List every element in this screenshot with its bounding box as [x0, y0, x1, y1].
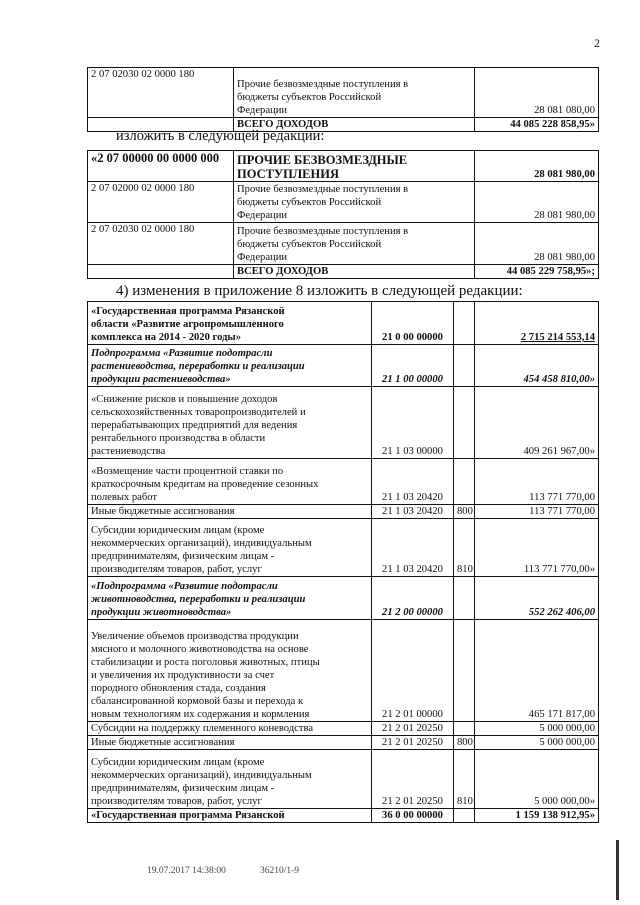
- vr-cell: [454, 620, 475, 722]
- sum-cell: 465 171 817,00: [475, 620, 599, 722]
- code-cell: 21 1 03 20420: [372, 459, 454, 505]
- sum-cell: 5 000 000,00: [475, 722, 599, 736]
- table-row: [88, 750, 599, 809]
- vr-cell: [454, 809, 475, 823]
- appendix8-table: [87, 301, 599, 823]
- sum-cell: 28 081 980,00: [475, 182, 599, 223]
- name-cell: Субсидии юридическим лицам (кроме некоммерческих организаций), индивидуальным предпринимателям, физическим лицам - производителям товаров, работ, услуг: [88, 750, 372, 809]
- code-cell: 21 2 01 00000: [372, 620, 454, 722]
- sum-cell: 113 771 770,00: [475, 459, 599, 505]
- vr-cell: [454, 722, 475, 736]
- sum-cell: 5 000 000,00: [475, 736, 599, 750]
- instruction-line: изложить в следующей редакции:: [116, 128, 325, 144]
- vr-cell: 800: [454, 736, 475, 750]
- vr-cell: [454, 577, 475, 620]
- vr-cell: 800: [454, 505, 475, 519]
- vr-cell: 810: [454, 750, 475, 809]
- name-cell: Прочие безвозмездные поступления в бюджеты субъектов Российской Федерации: [234, 223, 475, 265]
- sum-cell: 28 081 980,00: [475, 223, 599, 265]
- code-cell: 21 1 03 00000: [372, 387, 454, 459]
- code-cell: 2 07 02030 02 0000 180: [88, 223, 234, 265]
- name-cell: «Снижение рисков и повышение доходов сельскохозяйственных товаропроизводителей и перерабатывающих предприятий для ведения рентабельного производства в области растениеводства: [88, 387, 372, 459]
- name-cell: ВСЕГО ДОХОДОВ: [234, 265, 475, 279]
- vr-cell: [454, 302, 475, 345]
- name-cell: Иные бюджетные ассигнования: [88, 505, 372, 519]
- code-cell: 21 1 00 00000: [372, 345, 454, 387]
- table-row: [88, 809, 599, 823]
- sum-cell: 28 081 980,00: [475, 151, 599, 182]
- income-table-old: [87, 67, 599, 132]
- code-cell: 21 1 03 20420: [372, 505, 454, 519]
- sum-cell: 113 771 770,00»: [475, 519, 599, 577]
- name-cell: Увеличение объемов производства продукции мясного и молочного животноводства на основе стабилизации и роста поголовья животных, птицы и увеличения их продуктивности за счет породного обновления стада, создания сбалансированной кормовой базы и перехода к новым технологиям их содержания и кормления: [88, 620, 372, 722]
- footer-timestamp: 19.07.2017 14:38:00: [147, 866, 226, 876]
- table-row: [88, 722, 599, 736]
- vr-cell: [454, 459, 475, 505]
- page-number: 2: [594, 36, 600, 50]
- name-cell: Субсидии юридическим лицам (кроме некоммерческих организаций), индивидуальным предпринимателям, физическим лицам - производителям товаров, работ, услуг: [88, 519, 372, 577]
- sum-cell: 454 458 810,00»: [475, 345, 599, 387]
- sum-cell: 28 081 080,00: [475, 68, 599, 118]
- name-cell: Прочие безвозмездные поступления в бюджеты субъектов Российской Федерации: [234, 182, 475, 223]
- name-cell: «Государственная программа Рязанской: [88, 809, 372, 823]
- sum-cell: 44 085 229 758,95»;: [475, 265, 599, 279]
- sum-cell: 552 262 406,00: [475, 577, 599, 620]
- code-cell: 21 2 01 20250: [372, 722, 454, 736]
- table-row: [88, 505, 599, 519]
- name-cell: «Подпрограмма «Развитие подотрасли животноводства, переработки и реализации продукции животноводства»: [88, 577, 372, 620]
- table-row: [88, 387, 599, 459]
- table-row: [88, 223, 599, 265]
- vr-cell: 810: [454, 519, 475, 577]
- name-cell: «Государственная программа Рязанской области «Развитие агропромышленного комплекса на 2014 - 2020 годы»: [88, 302, 372, 345]
- instruction-line: 4) изменения в приложение 8 изложить в следующей редакции:: [116, 283, 523, 299]
- name-cell: Субсидии на поддержку племенного коневодства: [88, 722, 372, 736]
- table-row: [88, 151, 599, 182]
- name-cell: ВСЕГО ДОХОДОВ: [234, 118, 475, 132]
- code-cell: 36 0 00 00000: [372, 809, 454, 823]
- income-table-new: [87, 150, 599, 279]
- footer-doc-id: 36210/1-9: [260, 866, 300, 876]
- sum-cell: 44 085 228 858,95»: [475, 118, 599, 132]
- code-cell: [88, 265, 234, 279]
- code-cell: 21 0 00 00000: [372, 302, 454, 345]
- scan-edge-mark: [616, 840, 619, 900]
- code-cell: «2 07 00000 00 0000 000: [88, 151, 234, 182]
- table-row: [88, 265, 599, 279]
- name-cell: «Возмещение части процентной ставки по краткосрочным кредитам на проведение сезонных полевых работ: [88, 459, 372, 505]
- name-cell: Подпрограмма «Развитие подотрасли растениеводства, переработки и реализации продукции растениеводства»: [88, 345, 372, 387]
- sum-cell: 409 261 967,00»: [475, 387, 599, 459]
- sum-cell: 113 771 770,00: [475, 505, 599, 519]
- code-cell: 21 2 01 20250: [372, 750, 454, 809]
- code-cell: 21 2 01 20250: [372, 736, 454, 750]
- name-cell: Прочие безвозмездные поступления в бюджеты субъектов Российской Федерации: [234, 68, 475, 118]
- table-row: [88, 736, 599, 750]
- table-row: [88, 577, 599, 620]
- code-cell: 2 07 02030 02 0000 180: [88, 68, 234, 118]
- table-row: [88, 68, 599, 118]
- table-row: [88, 302, 599, 345]
- code-cell: 21 2 00 00000: [372, 577, 454, 620]
- code-cell: 2 07 02000 02 0000 180: [88, 182, 234, 223]
- table-row: [88, 519, 599, 577]
- code-cell: 21 1 03 20420: [372, 519, 454, 577]
- vr-cell: [454, 387, 475, 459]
- name-cell: Иные бюджетные ассигнования: [88, 736, 372, 750]
- vr-cell: [454, 345, 475, 387]
- sum-cell: 5 000 000,00»: [475, 750, 599, 809]
- sum-cell: 2 715 214 553,14: [475, 302, 599, 345]
- table-row: [88, 182, 599, 223]
- sum-cell: 1 159 138 912,95»: [475, 809, 599, 823]
- table-row: [88, 620, 599, 722]
- table-row: [88, 459, 599, 505]
- name-cell: ПРОЧИЕ БЕЗВОЗМЕЗДНЫЕ ПОСТУПЛЕНИЯ: [234, 151, 475, 182]
- table-row: [88, 345, 599, 387]
